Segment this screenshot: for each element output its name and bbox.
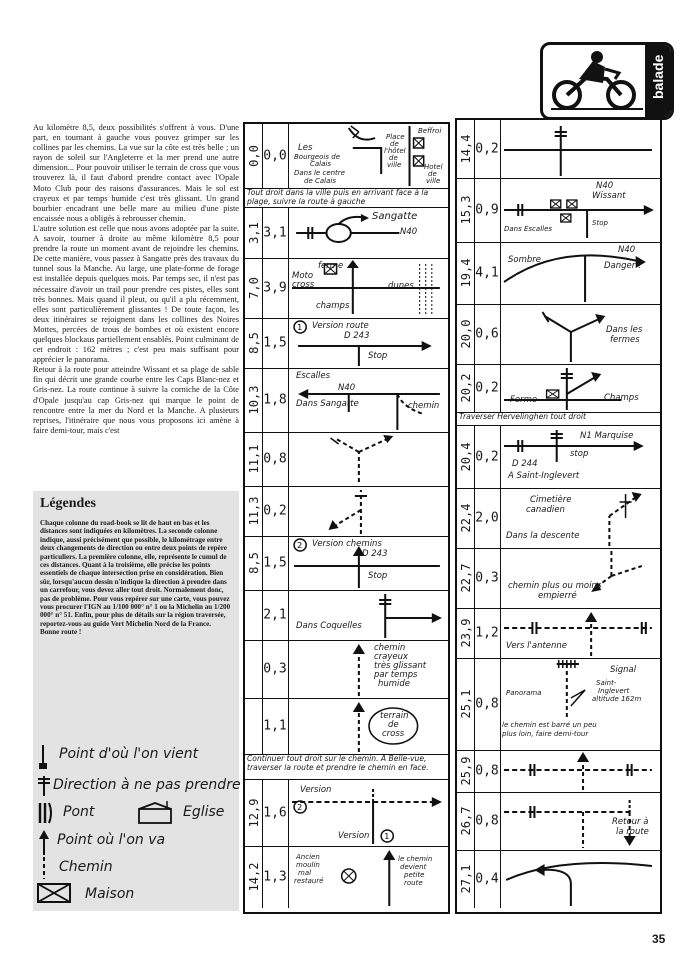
drawing-label: D 244 [512,459,538,469]
partial-km: 0,8 [475,813,499,829]
destination-arrow-icon [37,829,51,855]
logo-tab [645,45,671,117]
roadbook-note: Tout droit dans la ville puis en arrivant face à la plage, suivre la route à gauche [245,188,448,208]
drawing-label: ville [426,177,441,185]
legend-house-label: Maison [85,886,135,902]
drawing-label: Retour à [612,817,649,827]
roadbook-row [245,846,448,908]
drawing-label: très glissant [374,661,427,671]
drawing-label: cross [292,280,315,290]
roadbook-row [245,590,448,641]
roadbook-row [245,780,448,847]
cumulative-km: 20,2 [458,373,473,403]
cumulative-km: 27,1 [458,864,473,894]
partial-km: 0,3 [475,570,499,586]
coquelles-diagram [288,590,448,640]
partial-km: 3,1 [263,225,287,241]
cumulative-km: 11,1 [246,444,261,474]
drawing-label: Version route [312,321,369,331]
drawing-label: restauré [294,877,324,885]
drawing-label: D 243 [344,331,370,341]
roadbook-row [457,548,660,609]
legend-bridge-church [37,801,237,825]
roadbook-row [457,658,660,751]
roadbook-row [457,426,660,489]
drawing-label: Inglevert [598,687,630,695]
article-paragraph: L'autre solution est celle que nous avons adoptée par la suite. A savoir, tourner à droite au même kilomètre 8,5 pour prendre la route un moment avant de rejoindre les chemins. De cette manière, vous passez à Sangatte près des travaux du tunnel sous la Manche. Au large, une plate-forme de forage est installée depuis quelques mois. Par temps sec, il n'est pas nécessaire d'avoir un trail pour prendre ces pistes, elles sont très bonnes. Mais quand il pleut, ou qu'il a plu récemment, elles sont particulièrement glissantes ! De toute façon, les deux itinéraires se rejoignent dans les collines des Noires Mottes, percées de trous de bombes et où existent encore quelques blockaus partiellement ensablés. Point culminant de cet endroit : 162 mètres ; c'est peu mais suffisant pour apprécier le panorama. [33,223,239,365]
roadbook-row [245,318,448,369]
partial-km: 0,4 [475,871,499,887]
cumulative-km: 8,5 [246,552,261,574]
motorcycle-rider-icon [549,49,645,111]
roadbook-row [245,124,448,189]
drawing-label: devient [400,863,427,871]
cumulative-km: 26,7 [458,806,473,836]
roadbook-row [457,488,660,549]
drawing-label: route [404,879,423,887]
cumulative-km: 15,3 [458,195,473,225]
cumulative-km: 20,4 [458,442,473,472]
legend-house [37,883,237,907]
partial-km: 0,2 [475,141,499,157]
page-number: 35 [652,932,666,946]
roadbook-right-column [455,118,662,914]
drawing-label: Dans Coquelles [296,621,362,631]
roadbook-row [245,208,448,259]
partial-km: 1,1 [263,718,287,734]
drawing-label: de [428,170,437,178]
partial-km: 2,0 [475,510,499,526]
cumulative-km: 3,1 [246,222,261,244]
cumulative-km: 20,0 [458,319,473,349]
drawing-label: de Calais [304,177,336,185]
cumulative-km: 25,1 [458,689,473,719]
final-curve-diagram [500,850,660,908]
drawing-label: Dans Escalles [504,225,553,233]
intersection-drawing [288,124,448,188]
drawing-label: Saint- [596,679,617,687]
drawing-label: N40 [596,181,614,191]
drawing-label: empierré [538,591,577,601]
drawing-label: de [388,720,399,730]
partial-km: 3,9 [263,280,287,296]
drawing-label: terrain [380,711,409,721]
drawing-label: fermes [610,335,640,345]
drawing-label: moulin [296,861,320,869]
drawing-label: A Saint-Inglevert [508,471,580,481]
roadbook-row [245,536,448,591]
partial-km: 0,8 [475,763,499,779]
drawing-label: Stop [592,219,608,227]
drawing-label: humide [378,679,411,689]
drawing-label: Dans la descente [506,531,580,541]
drawing-label: N1 Marquise [580,431,634,441]
drawing-label: D 243 [362,549,388,559]
drawing-label: de [389,154,398,162]
house-icon [37,883,71,903]
drawing-label: dunes [388,281,414,291]
logo-label: balade [650,54,666,99]
drawing-label: N40 [400,227,418,237]
drawing-label: altitude 162m [592,695,642,703]
cumulative-km: 25,9 [458,756,473,786]
drawing-label: le chemin [398,855,433,863]
drawing-label: l'hôtel [384,147,406,155]
cumulative-km: 10,3 [246,385,261,415]
curve-danger-diagram [500,242,660,304]
drawing-label: Signal [610,665,637,675]
cumulative-km: 11,3 [246,496,261,526]
crossing-diagram [500,750,660,792]
drawing-label: Cimetière [530,495,572,505]
svg-text:1: 1 [297,323,303,332]
drawing-label: Ferme [510,395,538,405]
path-dashed-icon [37,856,51,880]
drawing-label: Place [386,133,405,141]
cumulative-km: 23,9 [458,618,473,648]
cumulative-km: 7,0 [246,277,261,299]
roadbook-row [245,432,448,487]
partial-km: 0,0 [263,148,287,164]
roadbook-row [245,368,448,433]
drawing-label: Vers l'antenne [506,641,568,651]
drawing-label: la route [616,827,649,837]
cumulative-km: 12,9 [246,798,261,828]
roadbook-left-column [243,122,450,914]
roadbook-row [245,486,448,537]
roadbook-row [457,120,660,179]
drawing-label: Dans le centre [294,169,345,177]
balade-logo [540,42,674,120]
svg-text:2: 2 [297,803,303,812]
drawing-label: Wissant [592,191,626,201]
roadbook-row [245,640,448,699]
drawing-label: Version [300,785,332,795]
drawing-label: Stop [368,571,388,581]
legend-destination [37,829,237,853]
legend-title: Légendes [40,496,96,511]
drawing-label: Ancien [296,853,320,861]
legend-path-label: Chemin [59,859,113,875]
legend-destination-label: Point où l'on va [57,832,166,848]
svg-text:2: 2 [297,541,303,550]
roundabout-diagram [288,208,448,258]
no-entry-direction-icon [37,774,51,798]
drawing-label: ville [387,161,402,169]
drawing-label: par temps [374,670,418,680]
legend-church-label: Eglise [183,804,225,820]
legend-text: Chaque colonne du road-book se lit de haut en bas et les distances sont indiquées en kilomètres. La seconde colonne indique, aussi précisément que possible, le kilométrage entre deux changements de direction ou entre deux points de repère particuliers. La première colonne, elle, représente le cumul de ces distances. Quant à la troisième, elle précise les points essentiels de chaque intersection prise en considération. Bien sûr, lorsqu'aucun dessin n'indique la direction à prendre dans un carrefour, vous devez aller tout droit. Normalement donc, pas de problème. Pour vous repérer sur une carte, vous pouvez vous procurer l'IGN au 1/100 000° n° 1 ou la Michelin au 1/200 000° n° 51. Enfin, pour plus de détails sur la région traversée, reportez-vous au guide Vert Michelin Nord de la France. Bonne route ! [40,519,231,637]
drawing-label: mal [298,869,312,877]
drawing-label: le chemin est barré un peu [502,721,597,729]
stony-path-diagram [500,548,660,608]
roadbook-row [457,364,660,413]
partial-km: 0,2 [475,449,499,465]
drawing-label: N40 [338,383,356,393]
cumulative-km: 14,2 [246,862,261,892]
svg-text:1: 1 [384,832,390,841]
drawing-label: chemin [408,401,440,411]
cumulative-km: 0,0 [246,145,261,167]
drawing-label: Hotel [424,163,443,171]
cumulative-km: 22,4 [458,503,473,533]
legend-path [37,856,237,880]
drawing-label: Danger ! [604,261,642,271]
drawing-label: Champs [604,393,639,403]
fork-diagram [288,432,448,486]
roadbook-row [245,258,448,319]
roadbook-row [457,304,660,365]
legend-no-entry-label: Direction à ne pas prendre [53,777,241,793]
roadbook-note: Traverser Hervelinghen tout droit [457,412,660,426]
partial-km: 1,2 [475,625,499,641]
origin-point-icon [37,743,51,771]
partial-km: 1,6 [263,805,287,821]
drawing-label: Stop [368,351,388,361]
roadbook-note: Continuer tout droit sur le chemin. A Belle-vue, traverser la route et prendre le chemin en face. [245,754,448,780]
partial-km: 0,8 [263,451,287,467]
drawing-label: Sangatte [372,211,418,222]
drawing-label: Moto [292,271,314,281]
article-paragraph: Retour à la route pour atteindre Wissant et sa plage de sable fin qui décrit une grande courbe entre les Caps Blanc-nez et Gris-nez. La route continue à suivre la corniche de la Côte d'Opale jusqu'au cap Gris-nez qui marque le point de rencontre entre la mer du Nord et la Manche. A plusieurs reprises, l'itinéraire que nous vous proposons ici amène à faire demi-tour, mais c'est [33,365,239,435]
partial-km: 0,6 [475,326,499,342]
partial-km: 4,1 [475,265,499,281]
drawing-label: de [390,140,399,148]
partial-km: 2,1 [263,607,287,623]
roadbook-row [457,850,660,908]
drawing-label: Calais [310,160,332,168]
roadbook-row [457,792,660,851]
partial-km: 1,3 [263,869,287,885]
legend-origin [37,743,237,767]
drawing-label: Version chemins [312,539,382,549]
drawing-label: Les [298,143,313,153]
drawing-label: cross [382,729,405,739]
drawing-label: Bourgeois de [294,153,340,161]
partial-km: 0,2 [475,380,499,396]
roadbook-row [457,750,660,793]
cumulative-km: 14,4 [458,134,473,164]
partial-km: 1,5 [263,555,287,571]
drawing-label: petite [404,871,425,879]
drawing-label: Dans les [606,325,643,335]
roadbook-row [457,178,660,243]
cross-ground-diagram [288,698,448,754]
legend-origin-label: Point d'où l'on vient [59,746,199,762]
drawing-label: champs [316,301,350,311]
drawing-label: ferme [318,261,344,271]
t-junction-diagram [500,120,660,178]
drawing-label: Dans Sangatte [296,399,359,409]
cumulative-km: 8,5 [246,332,261,354]
roadbook-row [245,698,448,755]
church-icon [137,801,173,825]
partial-km: 1,8 [263,392,287,408]
drawing-label: chemin [374,643,406,653]
legend-box [33,491,239,911]
drawing-label: chemin plus ou moins [508,581,602,591]
drawing-label: N40 [618,245,636,255]
partial-km: 0,3 [263,661,287,677]
drawing-label: crayeux [374,652,409,662]
article-paragraph: Au kilomètre 8,5, deux possibilités s'offrent à vous. D'une part, en tournant à gauche vous pouvez grimper sur les collines par les chemins. La vue sur la côte est très belle ; un rayon de soleil sur l'Angleterre et la mer prend une autre dimension... Pour pouvoir utiliser le terrain de cross que vous trouverez là, il faut d'abord prendre contact avec l'Opale Moto Club pour des raisons d'assurances. Mais le sol est crayeux et par temps humide c'est très glissant. Un grand bourbier encadrant une belle mare au milieu d'une piste encaissée nous a obligés à rebrousser chemin. [33,123,239,223]
cumulative-km: 22,7 [458,563,473,593]
left-turn-diagram [288,486,448,536]
article-text [33,123,239,436]
drawing-label: canadien [526,505,565,515]
roadbook-row [457,242,660,305]
drawing-label: plus loin, faire demi-tour [502,730,589,738]
legend-no-entry [37,774,241,798]
legend-bridge-label: Pont [63,804,95,820]
drawing-label: Version [338,831,370,841]
partial-km: 1,5 [263,335,287,351]
drawing-label: Beffroi [418,127,442,135]
partial-km: 0,9 [475,202,499,218]
drawing-label: Panorama [506,689,542,697]
partial-km: 0,2 [263,503,287,519]
drawing-label: stop [570,449,589,459]
partial-km: 0,8 [475,696,499,712]
cumulative-km: 19,4 [458,258,473,288]
drawing-label: Escalles [296,371,331,381]
drawing-label: Sombre [508,255,541,265]
bridge-icon [37,801,55,825]
roadbook-row [457,608,660,659]
